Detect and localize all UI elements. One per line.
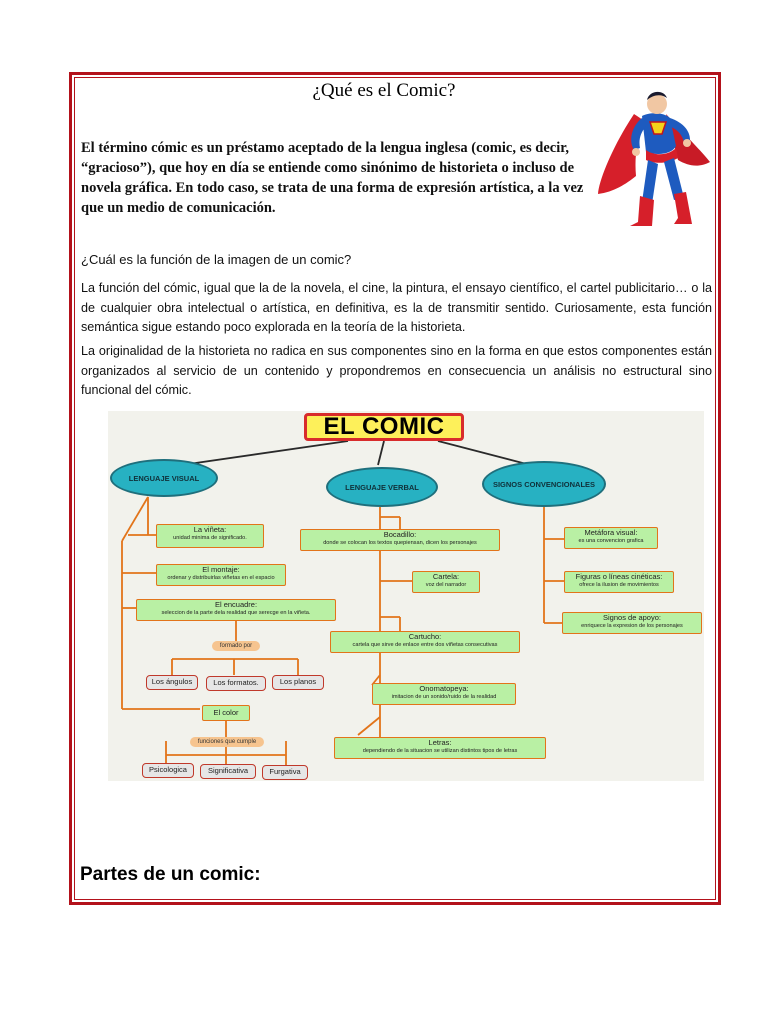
item-onomatopeya-desc: imitacion de un sonido/ruido de la realidad bbox=[391, 693, 497, 700]
item-vineta-desc: unidad minima de significado. bbox=[173, 534, 247, 541]
item-encuadre-title: El encuadre: bbox=[214, 600, 258, 609]
item-metafora-visual bbox=[564, 527, 658, 549]
item-vineta-title: La viñeta: bbox=[193, 525, 227, 534]
item-cartucho-title: Cartucho: bbox=[408, 632, 442, 641]
item-color-title: El color bbox=[213, 708, 239, 717]
item-cartela bbox=[412, 571, 480, 593]
label-formado-por: formado por bbox=[212, 641, 260, 651]
branch-signos-convencionales: SIGNOS CONVENCIONALES bbox=[482, 461, 606, 507]
item-cineticas-title: Figuras o líneas cinéticas: bbox=[575, 572, 663, 581]
branch-lenguaje-visual: LENGUAJE VISUAL bbox=[110, 459, 218, 497]
item-apoyo-title: Signos de apoyo: bbox=[603, 613, 661, 622]
item-bocadillo-title: Bocadillo: bbox=[383, 530, 417, 539]
item-color bbox=[202, 705, 250, 721]
item-lineas-cineticas bbox=[564, 571, 674, 593]
branch-lenguaje-verbal: LENGUAJE VERBAL bbox=[326, 467, 438, 507]
item-cartela-desc: voz del narrador bbox=[425, 581, 467, 588]
item-formatos: Los formatos. bbox=[206, 676, 266, 691]
item-bocadillo-desc: donde se colocan los textos quepiensan, dicen los personajes bbox=[323, 539, 477, 546]
item-bocadillo bbox=[300, 529, 500, 551]
section-question: ¿Cuál es la función de la imagen de un comic? bbox=[81, 252, 352, 267]
item-planos: Los planos bbox=[272, 675, 324, 690]
item-onomatopeya-title: Onomatopeya: bbox=[419, 684, 469, 693]
item-onomatopeya bbox=[372, 683, 516, 705]
item-cartucho-desc: cartela que sirve de enlace entre dos viñetas consecutivas bbox=[352, 641, 498, 648]
item-letras-title: Letras: bbox=[428, 738, 452, 747]
item-significativa: Significativa bbox=[200, 764, 256, 779]
paragraph-originality: La originalidad de la historieta no radica en sus componentes sino en la forma en que estos componentes están organizados al servicio de un contenido y propondremos en consecuencia un análisis no estructural sino funcional del cómic. bbox=[81, 344, 712, 397]
item-encuadre bbox=[136, 599, 336, 621]
parts-heading: Partes de un comic: bbox=[80, 864, 261, 885]
item-cartela-title: Cartela: bbox=[432, 572, 460, 581]
item-angulos: Los ángulos bbox=[146, 675, 198, 690]
item-montaje-title: El montaje: bbox=[202, 565, 240, 574]
item-letras-desc: dependiendo de la situacion se utilizan distintos tipos de letras bbox=[362, 747, 518, 754]
item-letras bbox=[334, 737, 546, 759]
concept-map bbox=[108, 411, 704, 781]
item-encuadre-desc: seleccion de la parte dela realidad que serecge en la viñeta. bbox=[161, 609, 311, 616]
item-furgativa: Furgativa bbox=[262, 765, 308, 780]
paragraph-function: La función del cómic, igual que la de la novela, el cine, la pintura, el ensayo científico, el cartel publicitario… o la de cualquier obra intelectual o artística, en definitiva, es la de transmitir sentido. Curiosamente, esta función semántica sigue estando poco explorada en la teoría de la historieta. bbox=[81, 281, 712, 334]
item-montaje bbox=[156, 564, 286, 586]
item-montaje-desc: ordenar y distribuirlas viñetas en el espacio bbox=[167, 574, 275, 581]
item-cartucho bbox=[330, 631, 520, 653]
page-title: ¿Qué es el Comic? bbox=[312, 80, 456, 101]
superhero-image bbox=[594, 84, 714, 229]
label-funciones-que-cumple: funciones que cumple bbox=[190, 737, 264, 747]
item-apoyo-desc: enriquece la expresion de los personajes bbox=[581, 622, 683, 629]
item-cineticas-desc: ofrece la ilusion de movimientos bbox=[579, 581, 659, 588]
item-metafora-desc: es una convencion grafica bbox=[578, 537, 644, 544]
item-psicologica: Psicologica bbox=[142, 763, 194, 778]
concept-map-title: EL COMIC bbox=[304, 413, 464, 441]
item-signos-apoyo bbox=[562, 612, 702, 634]
item-vineta bbox=[156, 524, 264, 548]
item-metafora-title: Metáfora visual: bbox=[584, 528, 638, 537]
intro-paragraph: El término cómic es un préstamo aceptado de la lengua inglesa (comic, es decir, “gracioso”), que hoy en día se entiende como sinónimo de historieta o incluso de novela gráfica. En todo caso, se trata de una forma de expresión artística, a la vez que un medio de comunicación. bbox=[81, 140, 584, 216]
